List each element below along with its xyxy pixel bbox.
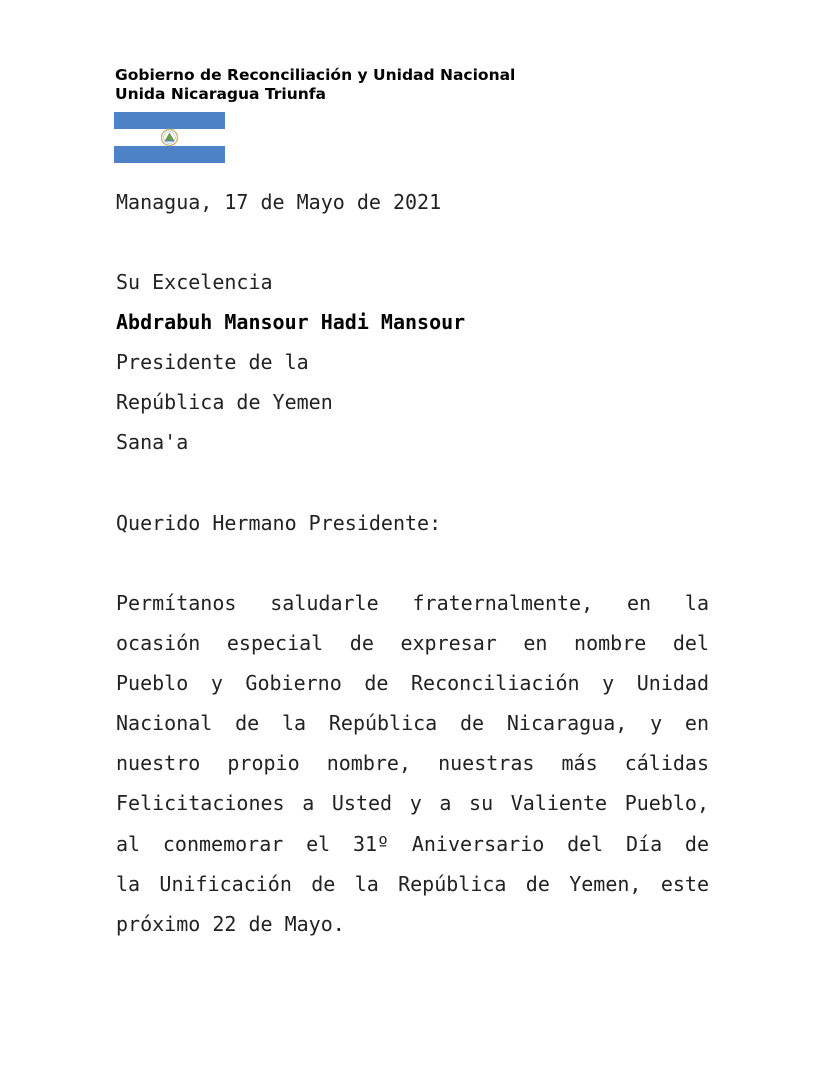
letterhead	[115, 66, 515, 104]
letter-greeting: Querido Hermano Presidente:	[116, 511, 442, 535]
recipient-city: Sana'a	[116, 430, 189, 454]
flag-emblem	[162, 130, 178, 146]
nicaragua-flag-icon	[114, 112, 225, 163]
letterhead-slogan: Unida Nicaragua Triunfa	[115, 85, 327, 103]
body-line: próximo 22 de Mayo.	[116, 911, 345, 936]
flag-stripe-top	[114, 112, 225, 129]
body-line: Permítanos saludarle fraternalmente, en la	[116, 591, 709, 615]
body-line: ocasión especial de expresar en nombre del	[116, 631, 709, 656]
letter-date: Managua, 17 de Mayo de 2021	[116, 190, 442, 214]
body-line: la Unificación de la República de Yemen, este	[116, 871, 709, 896]
recipient-title: Su Excelencia	[116, 270, 273, 294]
recipient-position-line2: República de Yemen	[116, 390, 333, 414]
body-line: Felicitaciones a Usted y a su Valiente Pueblo,	[116, 791, 709, 816]
recipient-name: Abdrabuh Mansour Hadi Mansour	[116, 310, 466, 334]
recipient-position-line1: Presidente de la	[116, 350, 309, 374]
body-line: al conmemorar el 31º Aniversario del Día de	[116, 831, 709, 856]
body-line: Pueblo y Gobierno de Reconciliación y Unidad	[116, 671, 709, 696]
letter-body	[116, 590, 709, 951]
body-line: Nacional de la República de Nicaragua, y en	[116, 711, 709, 736]
letterhead-government-name: Gobierno de Reconciliación y Unidad Nacional	[115, 66, 516, 84]
flag-stripe-bottom	[114, 146, 225, 163]
body-line: nuestro propio nombre, nuestras más cálidas	[116, 751, 709, 776]
